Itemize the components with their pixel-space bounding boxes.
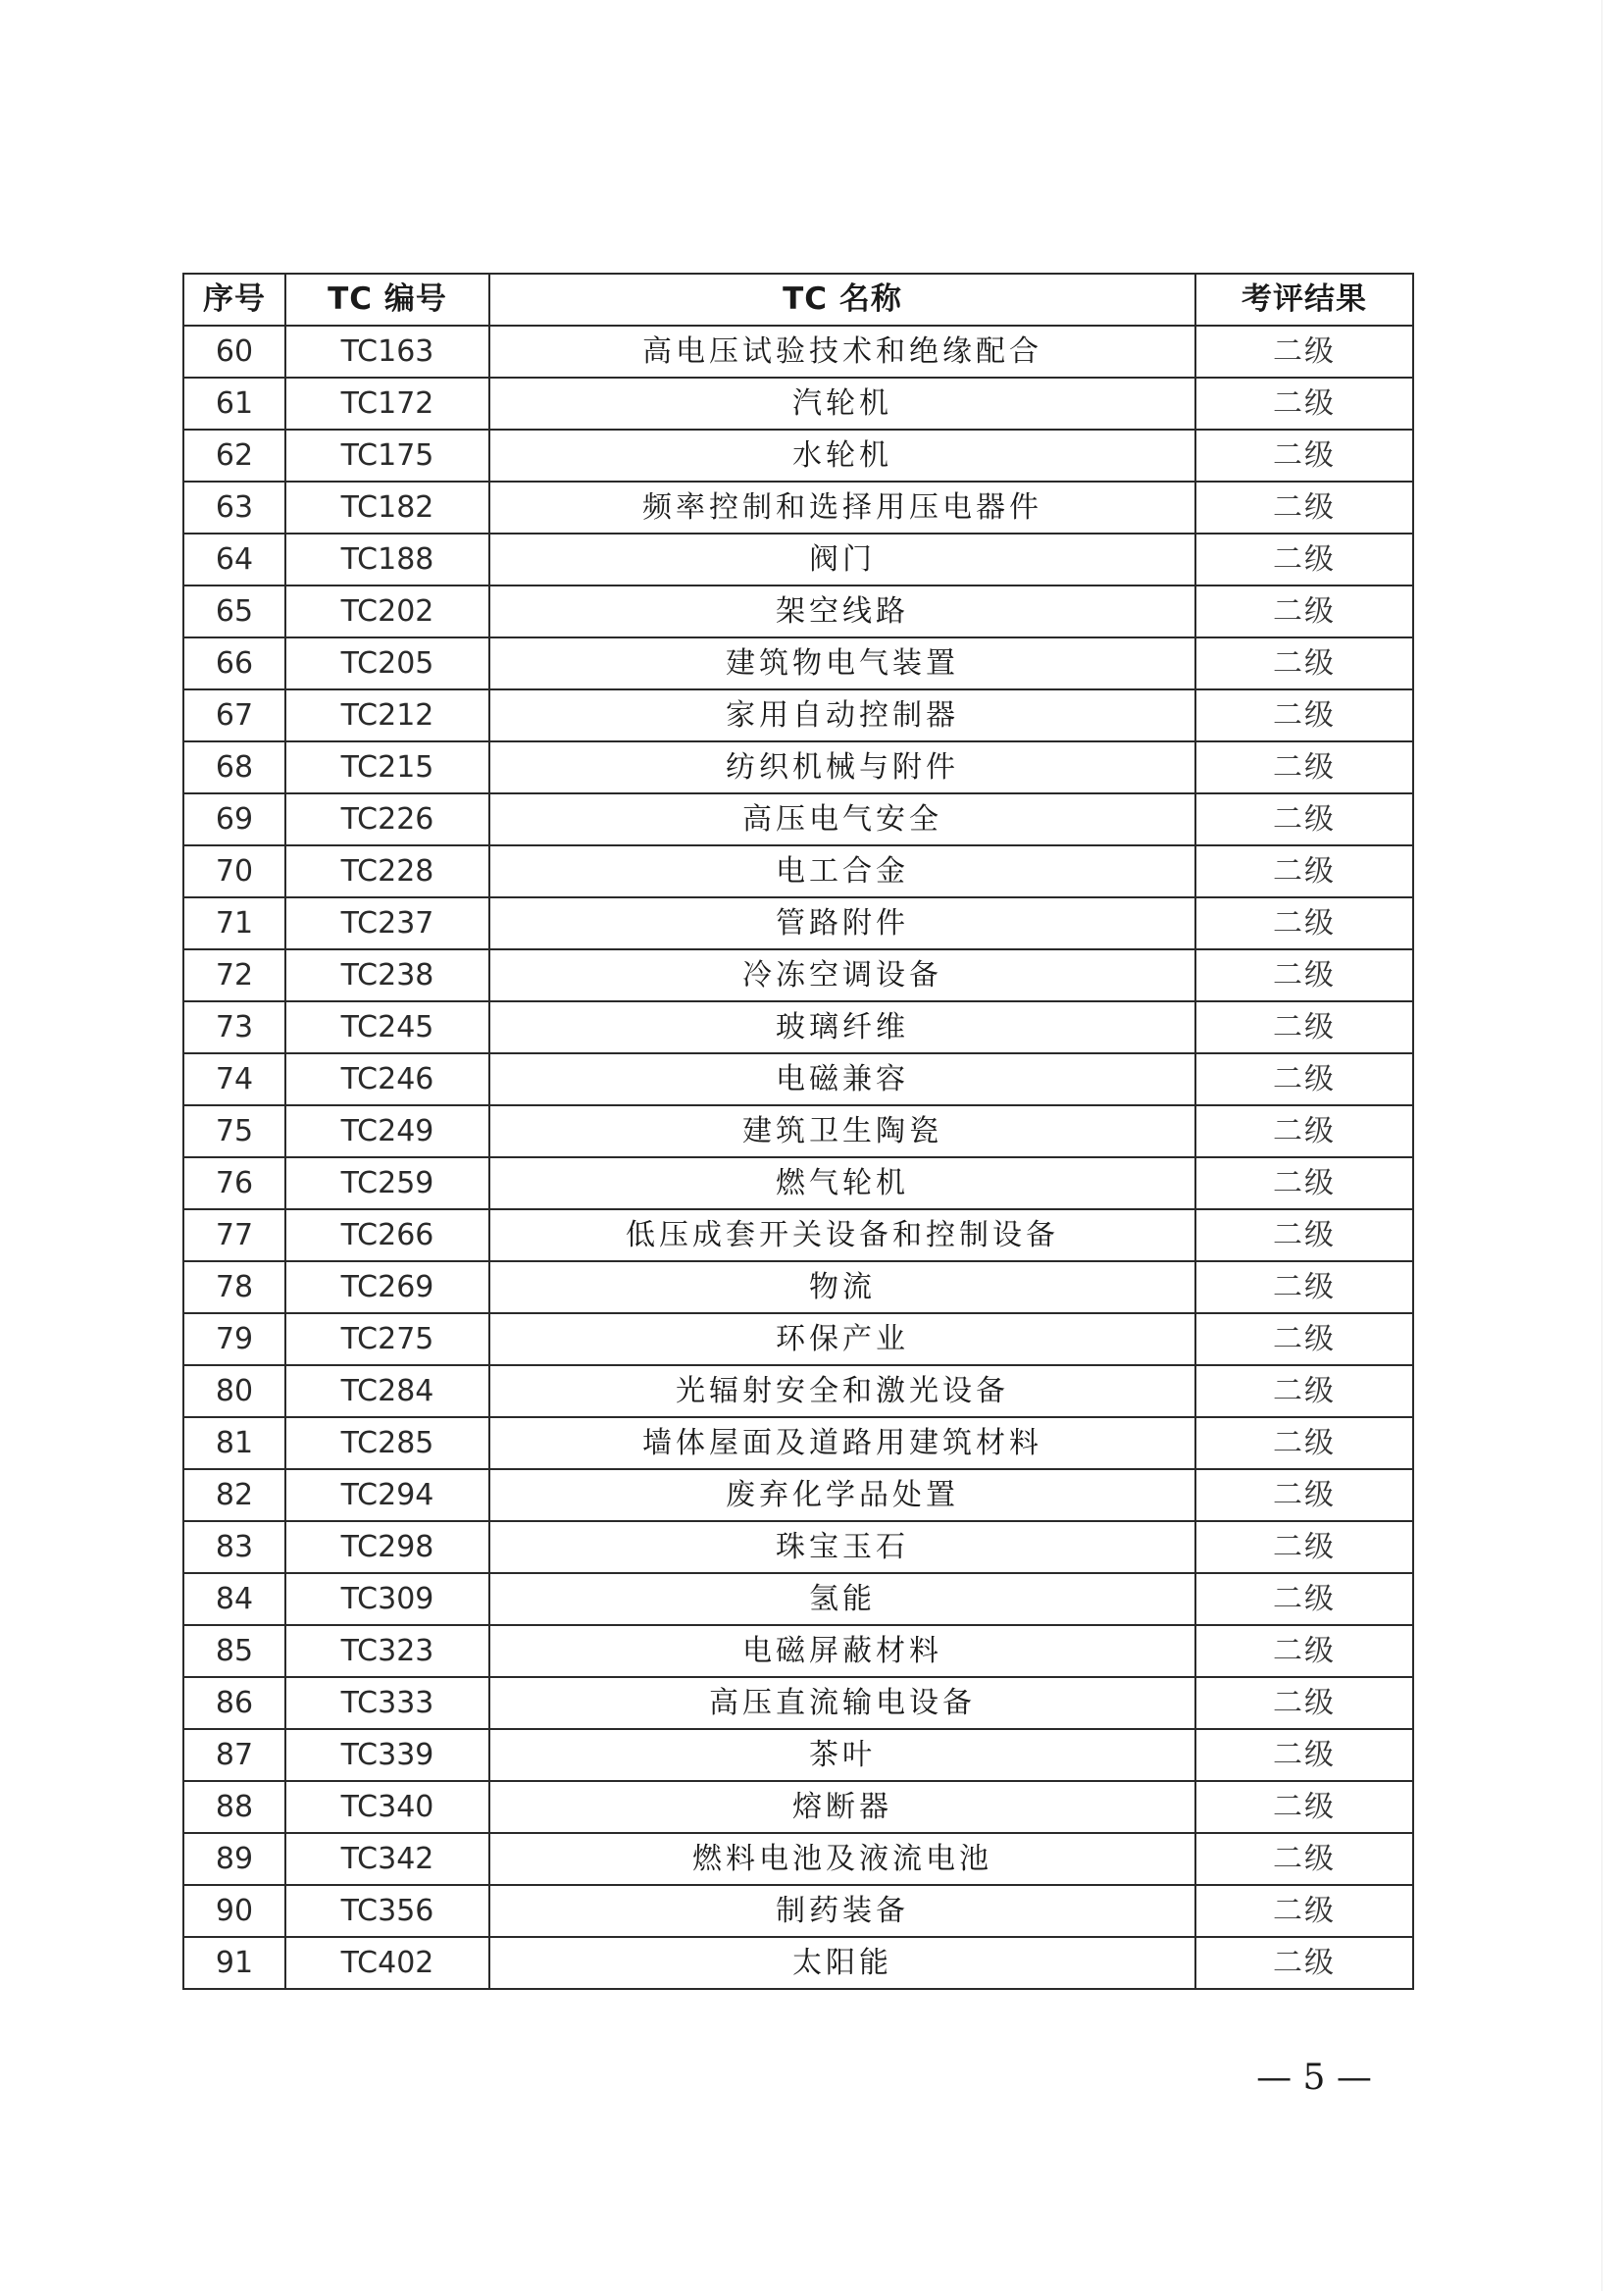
serial-number-cell: 73 <box>183 1001 285 1053</box>
tc-name-cell: 电磁屏蔽材料 <box>489 1625 1195 1677</box>
tc-code-cell: TC249 <box>285 1105 489 1157</box>
table-row <box>183 585 1413 637</box>
tc-name-cell: 废弃化学品处置 <box>489 1469 1195 1521</box>
serial-number-cell: 61 <box>183 378 285 430</box>
tc-code-cell: TC188 <box>285 534 489 585</box>
table-row <box>183 1365 1413 1417</box>
serial-number-cell: 71 <box>183 897 285 949</box>
evaluation-result-cell: 二级 <box>1195 1885 1413 1937</box>
table-row <box>183 326 1413 378</box>
tc-code-cell: TC402 <box>285 1937 489 1989</box>
tc-name-cell: 阀门 <box>489 534 1195 585</box>
table-row <box>183 1573 1413 1625</box>
serial-number-cell: 79 <box>183 1313 285 1365</box>
table-header-row <box>183 274 1413 326</box>
serial-number-cell: 91 <box>183 1937 285 1989</box>
tc-code-cell: TC323 <box>285 1625 489 1677</box>
tc-name-cell: 珠宝玉石 <box>489 1521 1195 1573</box>
tc-code-cell: TC205 <box>285 637 489 689</box>
evaluation-result-cell: 二级 <box>1195 1261 1413 1313</box>
table-row <box>183 1729 1413 1781</box>
serial-number-cell: 69 <box>183 793 285 845</box>
evaluation-result-cell: 二级 <box>1195 1209 1413 1261</box>
serial-number-cell: 87 <box>183 1729 285 1781</box>
serial-number-cell: 63 <box>183 482 285 534</box>
evaluation-result-cell: 二级 <box>1195 1417 1413 1469</box>
tc-name-cell: 汽轮机 <box>489 378 1195 430</box>
tc-code-cell: TC259 <box>285 1157 489 1209</box>
serial-number-cell: 65 <box>183 585 285 637</box>
tc-code-cell: TC342 <box>285 1833 489 1885</box>
table-row <box>183 534 1413 585</box>
table-row <box>183 1521 1413 1573</box>
evaluation-result-cell: 二级 <box>1195 689 1413 741</box>
serial-number-cell: 60 <box>183 326 285 378</box>
evaluation-result-cell: 二级 <box>1195 741 1413 793</box>
tc-name-cell: 茶叶 <box>489 1729 1195 1781</box>
page-edge-line <box>1601 0 1602 2291</box>
tc-code-cell: TC245 <box>285 1001 489 1053</box>
evaluation-result-cell: 二级 <box>1195 845 1413 897</box>
tc-code-cell: TC284 <box>285 1365 489 1417</box>
table-row <box>183 1833 1413 1885</box>
table-row <box>183 1469 1413 1521</box>
tc-code-cell: TC333 <box>285 1677 489 1729</box>
tc-name-cell: 建筑卫生陶瓷 <box>489 1105 1195 1157</box>
tc-name-cell: 水轮机 <box>489 430 1195 482</box>
tc-name-cell: 燃料电池及液流电池 <box>489 1833 1195 1885</box>
table-body <box>183 326 1413 1989</box>
table-row <box>183 1313 1413 1365</box>
tc-code-cell: TC285 <box>285 1417 489 1469</box>
table-row <box>183 1625 1413 1677</box>
table-row <box>183 741 1413 793</box>
tc-name-cell: 墙体屋面及道路用建筑材料 <box>489 1417 1195 1469</box>
tc-code-cell: TC266 <box>285 1209 489 1261</box>
tc-name-cell: 高压直流输电设备 <box>489 1677 1195 1729</box>
evaluation-result-cell: 二级 <box>1195 1157 1413 1209</box>
tc-code-cell: TC356 <box>285 1885 489 1937</box>
tc-name-cell: 环保产业 <box>489 1313 1195 1365</box>
table-row <box>183 1417 1413 1469</box>
serial-number-cell: 64 <box>183 534 285 585</box>
header-tc-name: TC 名称 <box>489 274 1195 326</box>
tc-evaluation-table <box>182 273 1414 1990</box>
tc-name-cell: 高电压试验技术和绝缘配合 <box>489 326 1195 378</box>
evaluation-result-cell: 二级 <box>1195 430 1413 482</box>
table-row <box>183 1105 1413 1157</box>
serial-number-cell: 80 <box>183 1365 285 1417</box>
tc-code-cell: TC163 <box>285 326 489 378</box>
tc-code-cell: TC172 <box>285 378 489 430</box>
tc-code-cell: TC269 <box>285 1261 489 1313</box>
evaluation-result-cell: 二级 <box>1195 1729 1413 1781</box>
tc-name-cell: 电工合金 <box>489 845 1195 897</box>
serial-number-cell: 89 <box>183 1833 285 1885</box>
serial-number-cell: 66 <box>183 637 285 689</box>
evaluation-result-cell: 二级 <box>1195 1053 1413 1105</box>
evaluation-result-cell: 二级 <box>1195 1521 1413 1573</box>
serial-number-cell: 84 <box>183 1573 285 1625</box>
table-row <box>183 1001 1413 1053</box>
tc-code-cell: TC237 <box>285 897 489 949</box>
table-row <box>183 793 1413 845</box>
header-tc-code: TC 编号 <box>285 274 489 326</box>
evaluation-result-cell: 二级 <box>1195 378 1413 430</box>
serial-number-cell: 83 <box>183 1521 285 1573</box>
table-row <box>183 637 1413 689</box>
serial-number-cell: 90 <box>183 1885 285 1937</box>
page-number: — 5 — <box>1256 2058 1372 2098</box>
evaluation-result-cell: 二级 <box>1195 1573 1413 1625</box>
tc-code-cell: TC175 <box>285 430 489 482</box>
tc-code-cell: TC238 <box>285 949 489 1001</box>
tc-name-cell: 光辐射安全和激光设备 <box>489 1365 1195 1417</box>
table-row <box>183 897 1413 949</box>
serial-number-cell: 68 <box>183 741 285 793</box>
table-row <box>183 1781 1413 1833</box>
evaluation-result-cell: 二级 <box>1195 1833 1413 1885</box>
tc-name-cell: 熔断器 <box>489 1781 1195 1833</box>
evaluation-result-cell: 二级 <box>1195 949 1413 1001</box>
tc-code-cell: TC226 <box>285 793 489 845</box>
tc-name-cell: 频率控制和选择用压电器件 <box>489 482 1195 534</box>
tc-name-cell: 家用自动控制器 <box>489 689 1195 741</box>
serial-number-cell: 76 <box>183 1157 285 1209</box>
serial-number-cell: 85 <box>183 1625 285 1677</box>
serial-number-cell: 75 <box>183 1105 285 1157</box>
table-row <box>183 1677 1413 1729</box>
evaluation-result-cell: 二级 <box>1195 1781 1413 1833</box>
tc-name-cell: 架空线路 <box>489 585 1195 637</box>
table-row <box>183 378 1413 430</box>
evaluation-result-cell: 二级 <box>1195 1469 1413 1521</box>
evaluation-result-cell: 二级 <box>1195 1105 1413 1157</box>
table-row <box>183 430 1413 482</box>
evaluation-result-cell: 二级 <box>1195 585 1413 637</box>
tc-name-cell: 玻璃纤维 <box>489 1001 1195 1053</box>
tc-name-cell: 太阳能 <box>489 1937 1195 1989</box>
tc-code-cell: TC294 <box>285 1469 489 1521</box>
tc-code-cell: TC212 <box>285 689 489 741</box>
serial-number-cell: 72 <box>183 949 285 1001</box>
table-row <box>183 949 1413 1001</box>
evaluation-result-cell: 二级 <box>1195 1365 1413 1417</box>
table-row <box>183 689 1413 741</box>
tc-code-cell: TC182 <box>285 482 489 534</box>
evaluation-result-cell: 二级 <box>1195 1937 1413 1989</box>
serial-number-cell: 74 <box>183 1053 285 1105</box>
evaluation-result-cell: 二级 <box>1195 1001 1413 1053</box>
evaluation-result-cell: 二级 <box>1195 897 1413 949</box>
tc-code-cell: TC215 <box>285 741 489 793</box>
evaluation-result-cell: 二级 <box>1195 1677 1413 1729</box>
tc-code-cell: TC202 <box>285 585 489 637</box>
tc-code-cell: TC246 <box>285 1053 489 1105</box>
serial-number-cell: 77 <box>183 1209 285 1261</box>
tc-name-cell: 物流 <box>489 1261 1195 1313</box>
serial-number-cell: 81 <box>183 1417 285 1469</box>
tc-name-cell: 氢能 <box>489 1573 1195 1625</box>
table-row <box>183 1937 1413 1989</box>
tc-name-cell: 高压电气安全 <box>489 793 1195 845</box>
serial-number-cell: 62 <box>183 430 285 482</box>
tc-code-cell: TC309 <box>285 1573 489 1625</box>
tc-code-cell: TC275 <box>285 1313 489 1365</box>
evaluation-result-cell: 二级 <box>1195 1625 1413 1677</box>
tc-name-cell: 冷冻空调设备 <box>489 949 1195 1001</box>
serial-number-cell: 82 <box>183 1469 285 1521</box>
header-serial-number: 序号 <box>183 274 285 326</box>
serial-number-cell: 67 <box>183 689 285 741</box>
table-row <box>183 1157 1413 1209</box>
table-row <box>183 482 1413 534</box>
serial-number-cell: 78 <box>183 1261 285 1313</box>
tc-code-cell: TC298 <box>285 1521 489 1573</box>
tc-name-cell: 低压成套开关设备和控制设备 <box>489 1209 1195 1261</box>
evaluation-result-cell: 二级 <box>1195 326 1413 378</box>
tc-code-cell: TC340 <box>285 1781 489 1833</box>
evaluation-result-cell: 二级 <box>1195 482 1413 534</box>
serial-number-cell: 70 <box>183 845 285 897</box>
tc-name-cell: 建筑物电气装置 <box>489 637 1195 689</box>
table-row <box>183 1209 1413 1261</box>
evaluation-result-cell: 二级 <box>1195 637 1413 689</box>
tc-name-cell: 燃气轮机 <box>489 1157 1195 1209</box>
evaluation-result-cell: 二级 <box>1195 1313 1413 1365</box>
tc-name-cell: 制药装备 <box>489 1885 1195 1937</box>
table-row <box>183 1885 1413 1937</box>
table-row <box>183 1261 1413 1313</box>
tc-code-cell: TC339 <box>285 1729 489 1781</box>
serial-number-cell: 86 <box>183 1677 285 1729</box>
evaluation-result-cell: 二级 <box>1195 534 1413 585</box>
table-row <box>183 845 1413 897</box>
tc-name-cell: 纺织机械与附件 <box>489 741 1195 793</box>
tc-name-cell: 管路附件 <box>489 897 1195 949</box>
tc-code-cell: TC228 <box>285 845 489 897</box>
evaluation-result-cell: 二级 <box>1195 793 1413 845</box>
tc-name-cell: 电磁兼容 <box>489 1053 1195 1105</box>
header-evaluation-result: 考评结果 <box>1195 274 1413 326</box>
serial-number-cell: 88 <box>183 1781 285 1833</box>
table-row <box>183 1053 1413 1105</box>
